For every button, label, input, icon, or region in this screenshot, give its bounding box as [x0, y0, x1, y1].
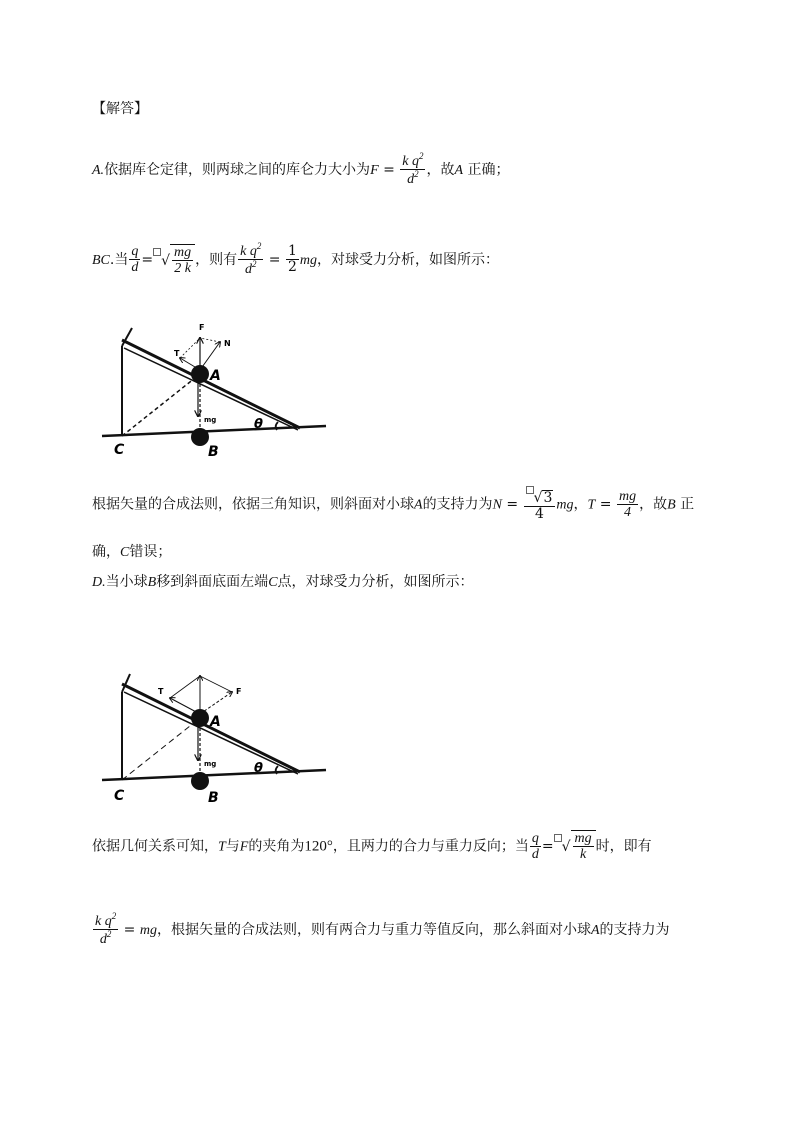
denominator: d [531, 846, 539, 862]
comma: ， [573, 496, 588, 513]
math-a: A [590, 922, 600, 938]
text: 的夹角为 [248, 838, 305, 855]
denominator: d [99, 932, 107, 948]
label-c: C [114, 788, 125, 804]
radicand: 3 [543, 490, 553, 506]
math-b: B [147, 575, 157, 590]
text: .当 [109, 251, 129, 268]
denominator: d [131, 260, 139, 276]
equals: = [141, 251, 154, 268]
text: 正 [675, 496, 695, 513]
denominator: d [244, 262, 252, 278]
text: 依据几何关系可知， [92, 838, 218, 855]
paragraph-normal-force [92, 486, 694, 523]
fraction-q-d [530, 831, 541, 863]
text: ，且两力的合力与重力反向；当 [332, 838, 529, 855]
text: ，根据矢量的合成法则，则有两合力与重力等值反向，那么斜面对小球 [156, 921, 591, 938]
denominator: 4 [624, 504, 632, 520]
denominator: d [407, 172, 415, 188]
math-t: T [218, 839, 226, 855]
paragraph-normal-force-cont [92, 541, 171, 561]
numerator: q [531, 830, 539, 846]
ground-line [102, 426, 326, 436]
text: 时，即有 [595, 838, 652, 855]
force-diagram-1 [100, 318, 330, 463]
ball-a [191, 365, 209, 383]
fraction-q-d [129, 244, 140, 276]
denominator: 2 [287, 259, 297, 276]
math-n: N [492, 497, 502, 513]
incline-line [122, 340, 300, 428]
ball-b [191, 428, 209, 446]
text: ，对球受力分析，如图所示： [317, 251, 500, 268]
fraction-sqrt3-4: $\frac{√3}{4}$ [524, 486, 556, 523]
text: 与 [225, 838, 240, 855]
text: 依据库仑定律，则两球之间的库仑力大小为 [104, 161, 371, 178]
placeholder-box [153, 248, 161, 256]
label-b: B [208, 444, 219, 460]
paragraph-d [92, 571, 474, 591]
section-heading: 【解答】 [92, 101, 148, 117]
ball-b [191, 772, 209, 790]
denominator: k [579, 847, 587, 863]
equals: = [501, 496, 523, 513]
math-f: F [370, 162, 379, 178]
label-f: F [199, 323, 205, 332]
paragraph-a [92, 152, 510, 188]
ground-line [102, 770, 326, 780]
equals: = [264, 251, 285, 268]
fraction-half [286, 244, 299, 276]
text: 根据矢量的合成法则，依据三角知识，则斜面对小球 [92, 496, 414, 513]
text: 正确； [463, 161, 510, 178]
math-t: T [587, 497, 596, 513]
dashed-line-ca [122, 374, 200, 436]
label-b: B [208, 790, 219, 806]
text: 的支持力为 [422, 496, 493, 513]
math-mg: mg [299, 252, 318, 268]
equals: = [541, 838, 554, 855]
denominator: 4 [535, 506, 544, 523]
fraction-kq2-d2: $\frac{k q^2}{d^2}$ [95, 911, 117, 948]
label-mg: mg [204, 760, 217, 768]
placeholder-box [554, 834, 562, 842]
label-a: A. [92, 162, 105, 178]
label-t: T [158, 687, 164, 696]
equals: = [595, 496, 616, 513]
angle-value: 120° [304, 838, 333, 855]
text: ，则有 [195, 251, 238, 268]
label-a: A [210, 368, 221, 384]
fraction-kq2-d2: $\frac{k q^2}{d^2}$ [402, 151, 424, 188]
label-f: F [236, 687, 242, 696]
dashed-line-ca [122, 718, 200, 780]
text: 移到斜面底面左端 [156, 574, 269, 590]
fraction-kq2-d2: $\frac{k q^2}{d^2}$ [240, 241, 262, 278]
text: 点，对球受力分析，如图所示： [277, 574, 474, 590]
math-mg: mg [139, 922, 157, 938]
label-mg: mg [204, 416, 217, 424]
sqrt-mg-k: √ $\frac{mg}{k}$ [562, 830, 596, 863]
numerator: mg [574, 831, 592, 846]
numerator: k q [240, 244, 257, 259]
math-b: B [667, 497, 676, 513]
label-theta: θ [254, 761, 263, 776]
math-mg: mg [556, 497, 574, 513]
text: 确， [92, 544, 120, 560]
equals: = [119, 921, 140, 938]
paragraph-bc [92, 242, 499, 278]
label-a: A [210, 714, 221, 730]
math-f: F [239, 839, 249, 855]
math-c: C [120, 545, 130, 560]
text: 当小球 [105, 574, 148, 590]
text: ，故 [426, 161, 455, 178]
text: ，故 [639, 496, 668, 513]
text: 错误； [129, 544, 172, 560]
numerator: k q [402, 154, 419, 169]
paragraph-last [92, 912, 670, 948]
numerator: mg [618, 488, 637, 504]
ball-a [191, 709, 209, 727]
label-t: T [174, 349, 180, 358]
placeholder-box [526, 486, 534, 494]
fraction-mg-4 [617, 489, 638, 521]
label-d: D. [92, 575, 106, 590]
label-c: C [114, 442, 125, 458]
label-theta: θ [254, 417, 263, 432]
math-c: C [268, 575, 278, 590]
numerator: k q [95, 914, 112, 929]
sqrt-mg-2k: √ $\frac{mg}{2 k}$ [161, 244, 195, 277]
text: 的支持力为 [599, 921, 670, 938]
label-bc: BC [92, 252, 110, 268]
numerator: 1 [287, 243, 297, 259]
numerator: mg [174, 244, 192, 260]
math-a: A [414, 497, 423, 513]
math-a: A [454, 162, 464, 178]
force-diagram-2 [100, 664, 330, 809]
equals: = [378, 161, 400, 178]
label-n: N [224, 339, 231, 348]
paragraph-geometry [92, 830, 652, 863]
denominator: 2 k [174, 260, 191, 276]
numerator: q [131, 244, 139, 259]
